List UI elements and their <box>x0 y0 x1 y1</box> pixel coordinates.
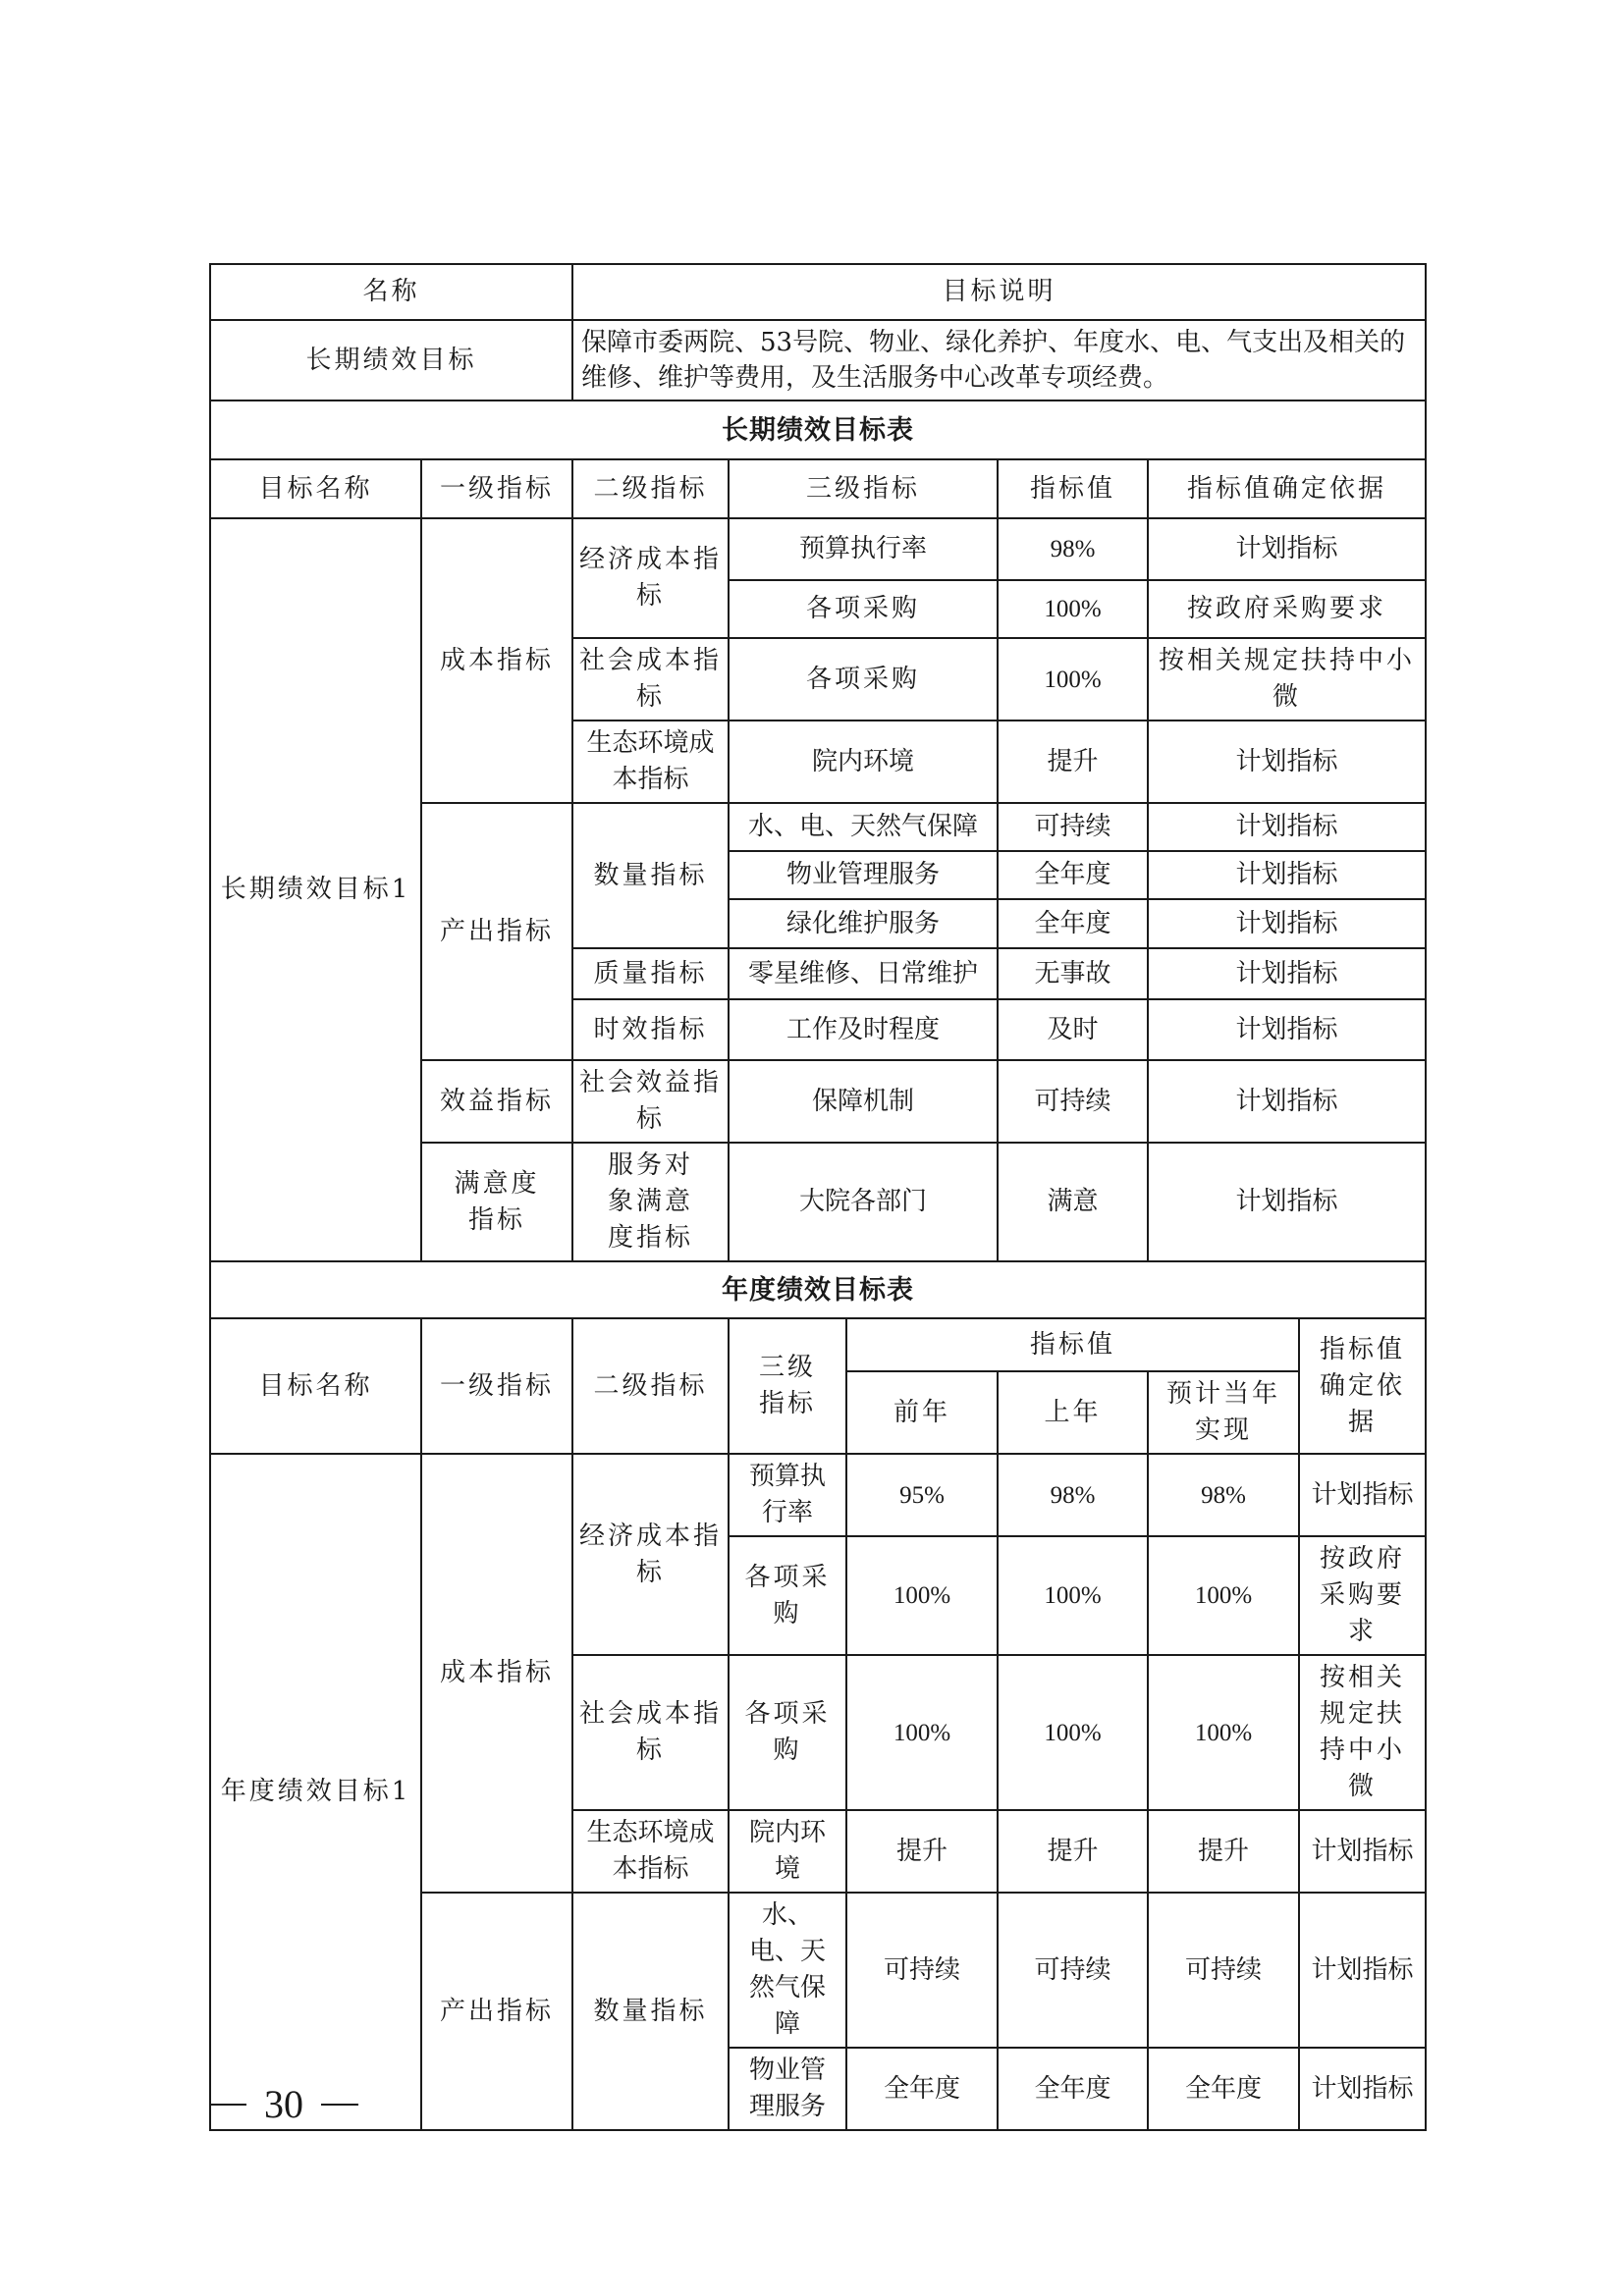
lt-l3-cell: 水、电、天然气保障 <box>729 803 998 851</box>
an-quantity-indicator: 数量指标 <box>572 1893 729 2130</box>
description-header: 目标说明 <box>572 264 1426 320</box>
an-basis-cell: 按相关规定扶持中小微 <box>1299 1655 1426 1810</box>
an-header-level3: 三级指标 <box>729 1318 846 1454</box>
lt-quality-indicator: 质量指标 <box>572 948 729 999</box>
longterm-goal-description: 保障市委两院、53号院、物业、绿化养护、年度水、电、气支出及相关的维修、维护等费用，及生活服务中心改革专项经费。 <box>572 320 1426 400</box>
lt-l3-cell: 保障机制 <box>729 1060 998 1143</box>
lt-value-cell: 提升 <box>998 721 1148 803</box>
lt-cost-indicator: 成本指标 <box>421 518 572 803</box>
an-basis-cell: 计划指标 <box>1299 1893 1426 2048</box>
longterm-header-row <box>210 459 1426 518</box>
lt-eco-cost: 生态环境成本指标 <box>572 721 729 803</box>
lt-economic-cost: 经济成本指标 <box>572 518 729 638</box>
an-cost-indicator: 成本指标 <box>421 1454 572 1893</box>
an-last-cell: 100% <box>998 1655 1148 1810</box>
an-eco-cost: 生态环境成本指标 <box>572 1810 729 1893</box>
an-header-basis: 指标值确定依据 <box>1299 1318 1426 1454</box>
performance-goal-table <box>209 263 1427 2131</box>
an-last-cell: 可持续 <box>998 1893 1148 2048</box>
an-header-prev-year: 前年 <box>846 1371 998 1454</box>
an-expected-cell: 提升 <box>1148 1810 1299 1893</box>
lt-value-cell: 可持续 <box>998 1060 1148 1143</box>
lt-basis-cell: 计划指标 <box>1148 721 1426 803</box>
annual-title-row <box>210 1261 1426 1318</box>
lt-basis-cell: 按政府采购要求 <box>1148 580 1426 638</box>
lt-value-cell: 满意 <box>998 1143 1148 1261</box>
an-header-expected: 预计当年实现 <box>1148 1371 1299 1454</box>
an-basis-cell: 计划指标 <box>1299 1810 1426 1893</box>
lt-l3-cell: 工作及时程度 <box>729 999 998 1060</box>
an-l3-cell: 院内环境 <box>729 1810 846 1893</box>
page-number-dash-right <box>321 2104 358 2106</box>
lt-basis-cell: 计划指标 <box>1148 899 1426 948</box>
an-header-last-year: 上年 <box>998 1371 1148 1454</box>
an-prev-cell: 全年度 <box>846 2048 998 2130</box>
header-row <box>210 264 1426 320</box>
an-basis-cell: 计划指标 <box>1299 1454 1426 1536</box>
lt-basis-cell: 计划指标 <box>1148 999 1426 1060</box>
name-header: 名称 <box>210 264 572 320</box>
longterm-goal-label: 长期绩效目标 <box>210 320 572 400</box>
lt-value-cell: 全年度 <box>998 899 1148 948</box>
annual-header-row <box>210 1318 1426 1371</box>
an-prev-cell: 100% <box>846 1536 998 1655</box>
an-l3-cell: 物业管理服务 <box>729 2048 846 2130</box>
an-goal-name: 年度绩效目标1 <box>210 1454 421 2130</box>
lt-header-basis: 指标值确定依据 <box>1148 459 1426 518</box>
lt-timeliness-indicator: 时效指标 <box>572 999 729 1060</box>
an-last-cell: 全年度 <box>998 2048 1148 2130</box>
page-number-dash-left <box>209 2104 246 2106</box>
an-l3-cell: 水、电、天然气保障 <box>729 1893 846 2048</box>
lt-header-level1: 一级指标 <box>421 459 572 518</box>
an-header-goal-name: 目标名称 <box>210 1318 421 1454</box>
page-number <box>209 2081 358 2127</box>
an-expected-cell: 100% <box>1148 1655 1299 1810</box>
lt-header-level2: 二级指标 <box>572 459 729 518</box>
an-social-cost: 社会成本指标 <box>572 1655 729 1810</box>
an-output-indicator: 产出指标 <box>421 1893 572 2130</box>
lt-basis-cell: 计划指标 <box>1148 518 1426 580</box>
lt-l3-cell: 大院各部门 <box>729 1143 998 1261</box>
lt-l3-cell: 各项采购 <box>729 638 998 721</box>
lt-basis-cell: 计划指标 <box>1148 1060 1426 1143</box>
lt-social-benefit: 社会效益指标 <box>572 1060 729 1143</box>
lt-basis-cell: 计划指标 <box>1148 803 1426 851</box>
lt-basis-cell: 计划指标 <box>1148 851 1426 899</box>
lt-value-cell: 及时 <box>998 999 1148 1060</box>
lt-social-cost: 社会成本指标 <box>572 638 729 721</box>
an-prev-cell: 95% <box>846 1454 998 1536</box>
lt-value-cell: 全年度 <box>998 851 1148 899</box>
an-l3-cell: 各项采购 <box>729 1536 846 1655</box>
an-last-cell: 98% <box>998 1454 1148 1536</box>
annual-table-title: 年度绩效目标表 <box>210 1261 1426 1318</box>
lt-service-satisfaction: 服务对象满意度指标 <box>572 1143 729 1261</box>
lt-basis-cell: 计划指标 <box>1148 1143 1426 1261</box>
lt-header-level3: 三级指标 <box>729 459 998 518</box>
an-last-cell: 100% <box>998 1536 1148 1655</box>
lt-header-value: 指标值 <box>998 459 1148 518</box>
an-prev-cell: 可持续 <box>846 1893 998 2048</box>
lt-benefit-indicator: 效益指标 <box>421 1060 572 1143</box>
an-expected-cell: 全年度 <box>1148 2048 1299 2130</box>
lt-header-goal-name: 目标名称 <box>210 459 421 518</box>
lt-l3-cell: 院内环境 <box>729 721 998 803</box>
page-number-text: 30 <box>264 2082 303 2126</box>
an-header-level1: 一级指标 <box>421 1318 572 1454</box>
lt-satisfaction-indicator: 满意度指标 <box>421 1143 572 1261</box>
lt-value-cell: 100% <box>998 580 1148 638</box>
an-l3-cell: 各项采购 <box>729 1655 846 1810</box>
an-last-cell: 提升 <box>998 1810 1148 1893</box>
an-expected-cell: 98% <box>1148 1454 1299 1536</box>
an-prev-cell: 100% <box>846 1655 998 1810</box>
an-prev-cell: 提升 <box>846 1810 998 1893</box>
lt-l3-cell: 物业管理服务 <box>729 851 998 899</box>
lt-l3-cell: 各项采购 <box>729 580 998 638</box>
longterm-goal-row <box>210 320 1426 400</box>
lt-basis-cell: 计划指标 <box>1148 948 1426 999</box>
lt-l3-cell: 预算执行率 <box>729 518 998 580</box>
lt-goal-name: 长期绩效目标1 <box>210 518 421 1261</box>
an-l3-cell: 预算执行率 <box>729 1454 846 1536</box>
an-basis-cell: 计划指标 <box>1299 2048 1426 2130</box>
lt-basis-cell: 按相关规定扶持中小微 <box>1148 638 1426 721</box>
table-row <box>210 518 1426 580</box>
lt-value-cell: 可持续 <box>998 803 1148 851</box>
an-header-level2: 二级指标 <box>572 1318 729 1454</box>
lt-l3-cell: 零星维修、日常维护 <box>729 948 998 999</box>
lt-value-cell: 98% <box>998 518 1148 580</box>
lt-quantity-indicator: 数量指标 <box>572 803 729 948</box>
an-basis-cell: 按政府采购要求 <box>1299 1536 1426 1655</box>
lt-output-indicator: 产出指标 <box>421 803 572 1060</box>
lt-l3-cell: 绿化维护服务 <box>729 899 998 948</box>
lt-value-cell: 无事故 <box>998 948 1148 999</box>
an-header-value: 指标值 <box>846 1318 1299 1371</box>
lt-value-cell: 100% <box>998 638 1148 721</box>
an-economic-cost: 经济成本指标 <box>572 1454 729 1655</box>
an-expected-cell: 可持续 <box>1148 1893 1299 2048</box>
table-row <box>210 1454 1426 1536</box>
longterm-table-title: 长期绩效目标表 <box>210 400 1426 459</box>
an-expected-cell: 100% <box>1148 1536 1299 1655</box>
longterm-title-row <box>210 400 1426 459</box>
